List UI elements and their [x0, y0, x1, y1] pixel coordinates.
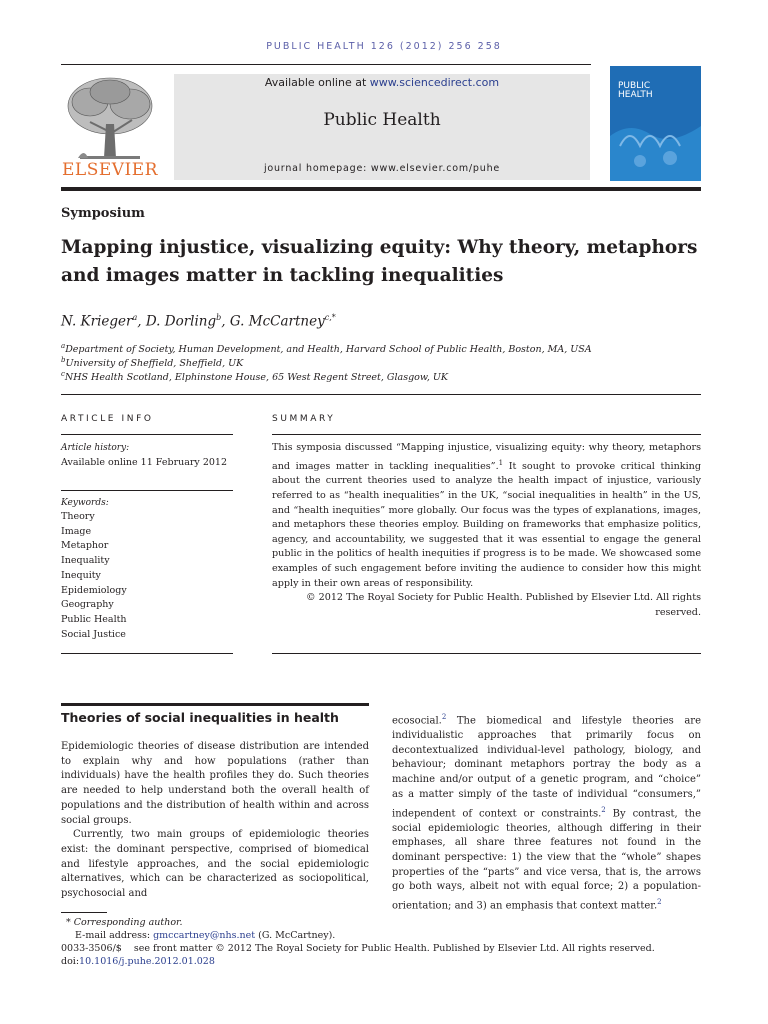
- summary-ref[interactable]: 1: [498, 458, 504, 467]
- article-title: Mapping injustice, visualizing equity: Why theory, metaphors and images matter in tackling inequalities: [61, 237, 698, 286]
- author-affil-mark: c,*: [324, 313, 336, 322]
- title-block-rule: [61, 394, 701, 395]
- affiliation: [61, 356, 243, 369]
- affil-mark: b: [61, 356, 66, 364]
- keyword: Public Health: [61, 613, 127, 625]
- corresponding-author-note: * Corresponding author.: [66, 917, 183, 928]
- journal-title: Public Health: [323, 110, 441, 130]
- body-paragraph: Epidemiologic theories of disease distribution are intended to explain why and how populations (rather than individuals) have the health profiles they do. Such theories are needed to help understand both the overall health of populations and the distribution of health within and across social groups.: [61, 741, 369, 826]
- summary-heading: SUMMARY: [272, 414, 336, 424]
- body-paragraph: [392, 710, 701, 914]
- affiliation: [61, 342, 592, 355]
- header-thick-rule: [61, 187, 701, 191]
- keyword: Theory: [61, 511, 95, 522]
- author-affil-mark: b: [216, 313, 222, 322]
- elsevier-wordmark: ELSEVIER: [62, 160, 158, 180]
- header-top-rule: [61, 64, 591, 65]
- footnote-rule: [61, 912, 107, 913]
- affil-mark: a: [61, 342, 66, 350]
- article-history-value: Available online 11 February 2012: [61, 457, 227, 468]
- summary-text: [272, 441, 701, 591]
- summary-bottom-rule: [272, 653, 701, 654]
- keyword: Metaphor: [61, 540, 109, 552]
- journal-homepage: journal homepage: www.elsevier.com/puhe: [263, 163, 501, 174]
- article-info-rule: [61, 653, 233, 654]
- citation-ref[interactable]: 2: [601, 805, 606, 814]
- keyword: Epidemiology: [61, 584, 127, 596]
- author-list: [61, 313, 336, 330]
- article-section-label: Symposium: [61, 206, 145, 221]
- issn-line: 0033-3506/$ see front matter © 2012 The Royal Society for Public Health. Published by Elsevier Ltd. All rights reserved.: [61, 943, 655, 954]
- keyword: Social Justice: [61, 628, 126, 640]
- email-link[interactable]: gmccartney@nhs.net: [153, 930, 256, 941]
- body-text: The biomedical and lifestyle theories are individualistic approaches that primarily focus on decontextualized individual-level pathology, biology, and behaviour; dominant metaphors portray the body as a machine and/or output of a genetic program, and “choice” as a matter simply of the taste of individual “consumers,” independent of context or constraints.: [392, 715, 701, 819]
- available-prefix: Available online at: [264, 76, 370, 89]
- author-name: D. Dorling: [145, 313, 217, 330]
- email-label: E-mail address:: [75, 930, 154, 941]
- summary-body: [272, 441, 701, 620]
- cover-title: [618, 82, 653, 100]
- keyword: Image: [61, 525, 92, 537]
- article-info-heading: ARTICLE INFO: [61, 414, 154, 424]
- keyword: Inequality: [61, 555, 110, 567]
- author-separator: ,: [221, 313, 230, 330]
- article-info-rule: [61, 434, 233, 435]
- section-heading-rule: [61, 703, 369, 706]
- summary-text-a: This symposia discussed “Mapping injustice, visualizing equity: why theory, metaphors and images matter in tackling inequalities”.: [272, 442, 701, 472]
- affil-text: University of Sheffield, Sheffield, UK: [65, 358, 244, 370]
- summary-rule: [272, 434, 701, 435]
- body-paragraph: Currently, two main groups of epidemiologic theories exist: the dominant perspective, comprised of biomedical and lifestyle approaches, and the social epidemiologic alternatives, which can be characterized as sociopolitical, psychosocial and: [61, 829, 369, 900]
- affil-text: Department of Society, Human Development, and Health, Harvard School of Public Health, Boston, MA, USA: [65, 344, 592, 356]
- citation-ref[interactable]: 2: [441, 713, 447, 721]
- email-suffix: (G. McCartney).: [255, 930, 336, 941]
- sciencedirect-link[interactable]: www.sciencedirect.com: [369, 76, 500, 89]
- article-history-label: Article history:: [61, 443, 130, 453]
- section-heading: Theories of social inequalities in health: [61, 710, 339, 725]
- email-note: [75, 930, 335, 941]
- author-name: N. Krieger: [61, 313, 133, 330]
- cover-title-line2: HEALTH: [618, 90, 653, 100]
- keywords-list: [61, 510, 127, 642]
- doi-label: doi:: [61, 956, 80, 967]
- keyword: Inequity: [61, 569, 101, 581]
- cover-title-line1: PUBLIC: [618, 81, 651, 91]
- running-head: PUBLIC HEALTH 126 (2012) 256 258: [266, 41, 502, 52]
- keyword: Geography: [61, 599, 114, 611]
- available-online: [174, 76, 590, 89]
- keywords-label: Keywords:: [61, 498, 109, 508]
- affiliation: [61, 370, 448, 383]
- body-right-column: [392, 710, 701, 914]
- summary-text-b: It sought to provoke critical thinking about the current theories used to analyze the health impact of injustice, variously referred to as “health inequalities” in the UK, “social inequalities in health” in the US, and “health inequities” more globally. Our focus was the types of explanations, images, and metaphors these theories employ. Building on frameworks that emphasize politics, agency, and accountability, we suggested that it was essential to engage the general public in the politics of health inequities if progress is to be made. We showcased some examples of such engagement before inviting the audience to consider how this might apply in their own areas of responsibility.: [272, 460, 701, 589]
- body-text: ecosocial.: [392, 715, 442, 727]
- article-info-rule: [61, 490, 233, 491]
- body-text: By contrast, the social epidemiologic theories, although differing in their emphases, all share three features not found in the dominant perspective: 1) the view that the “whole” shapes properties of the “parts” and vice versa, that is, the arrows go both ways, albeit not with equal force; 2) a population-orientation; and 3) an emphasis that context matter.: [392, 807, 702, 912]
- citation-ref[interactable]: 2: [657, 898, 662, 907]
- summary-copyright: © 2012 The Royal Society for Public Health. Published by Elsevier Ltd. All rights reserved.: [305, 592, 701, 618]
- body-left-column: [61, 740, 369, 902]
- doi-link[interactable]: 10.1016/j.puhe.2012.01.028: [79, 956, 215, 967]
- author-separator: ,: [137, 313, 146, 330]
- affil-mark: c: [61, 370, 65, 378]
- doi-line: [61, 956, 215, 967]
- affil-text: NHS Health Scotland, Elphinstone House, 65 West Regent Street, Glasgow, UK: [64, 372, 449, 384]
- author-affil-mark: a: [132, 313, 138, 322]
- author-name: G. McCartney: [229, 313, 325, 330]
